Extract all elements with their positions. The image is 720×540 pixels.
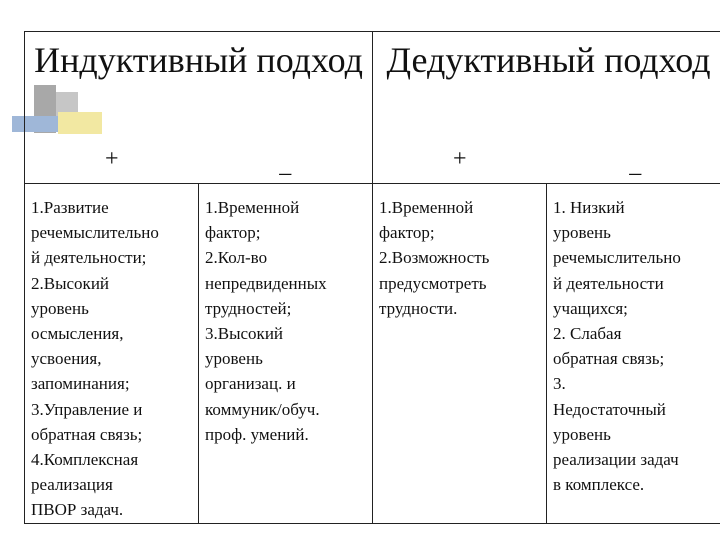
deductive-header-text: Дедуктивный подход <box>386 40 711 80</box>
minus-sign: _ <box>629 151 642 178</box>
deductive-header <box>373 32 720 134</box>
plus-sign: + <box>104 145 119 172</box>
inductive-minus-cell <box>199 134 373 184</box>
content-row <box>25 184 720 524</box>
inductive-cons: 1.Временной фактор; 2.Кол-во непредвиденных трудностей; 3.Высокий уровень организац. и коммуник/обуч. проф. умений. <box>199 184 373 524</box>
comparison-table <box>24 31 720 524</box>
header-row <box>25 32 720 134</box>
deductive-minus-cell <box>547 134 720 184</box>
minus-sign: _ <box>279 151 292 178</box>
inductive-plus-cell <box>25 134 199 184</box>
inductive-header-text: Индуктивный подход <box>34 40 363 80</box>
deductive-plus-cell <box>373 134 547 184</box>
inductive-header <box>25 32 373 134</box>
sign-row <box>25 134 720 184</box>
deductive-pros: 1.Временной фактор; 2.Возможность предусмотреть трудности. <box>373 184 547 524</box>
inductive-pros: 1.Развитие речемыслительно й деятельности; 2.Высокий уровень осмысления, усвоения, запоминания; 3.Управление и обратная связь; 4.Комплексная реализация ПВОР задач. <box>25 184 199 524</box>
deductive-cons: 1. Низкий уровень речемыслительно й деятельности учащихся; 2. Слабая обратная связь; 3. Недостаточный уровень реализации задач в комплексе. <box>547 184 720 524</box>
plus-sign: + <box>452 145 467 172</box>
